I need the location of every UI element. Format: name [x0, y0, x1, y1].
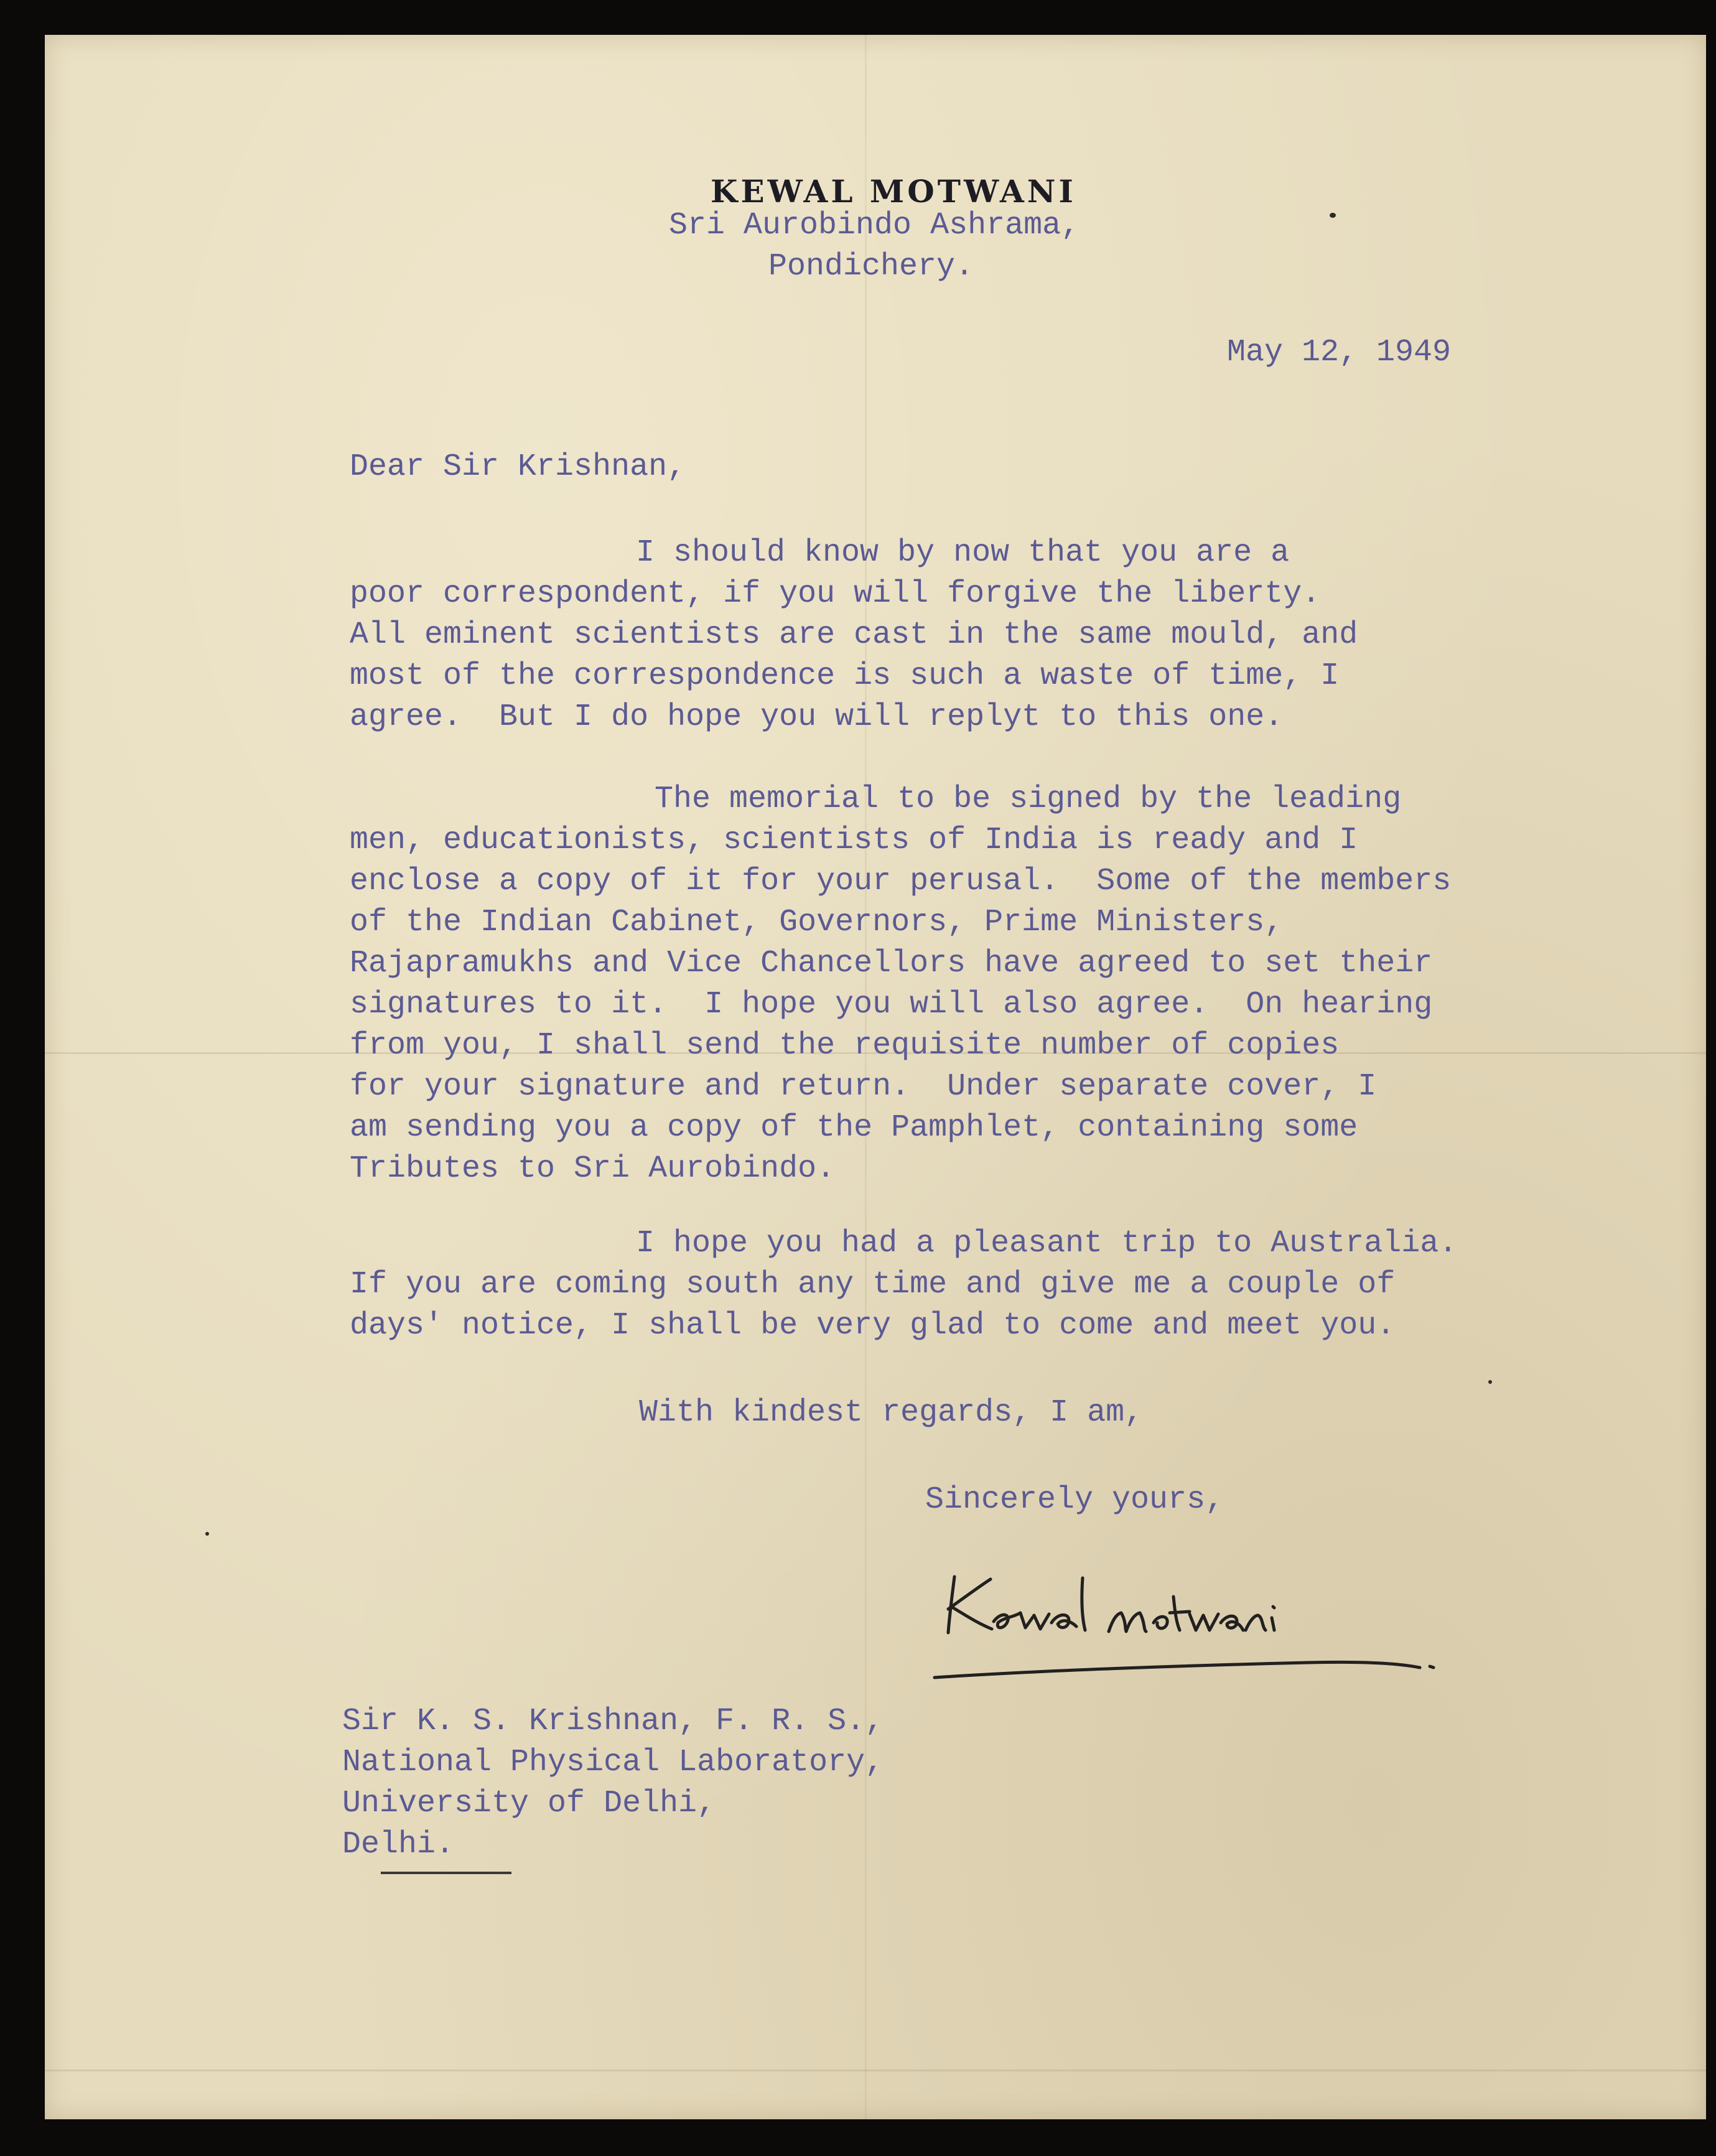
letter-date: May 12, 1949: [1227, 335, 1452, 370]
paragraph-1-line: I should know by now that you are a: [636, 535, 1290, 571]
body-paragraph-3: [350, 1223, 1457, 1346]
closing-line: With kindest regards, I am,: [639, 1395, 1144, 1430]
paragraph-1-line: All eminent scientists are cast in the same mould, and: [350, 617, 1358, 653]
letter-sheet: [45, 35, 1706, 2119]
ink-fleck: [205, 1532, 209, 1536]
recipient-line3: University of Delhi,: [342, 1786, 716, 1821]
ink-fleck: [1330, 213, 1336, 218]
paragraph-2-line: signatures to it. I hope you will also agree. On hearing: [350, 987, 1433, 1022]
recipient-line2: National Physical Laboratory,: [342, 1745, 884, 1780]
paragraph-1-line: most of the correspondence is such a waste of time, I: [350, 658, 1340, 694]
recipient-line1: Sir K. S. Krishnan, F. R. S.,: [342, 1704, 884, 1739]
paragraph-2-line: am sending you a copy of the Pamphlet, containing some: [350, 1110, 1358, 1146]
letterhead-address-line2: Pondichery.: [768, 249, 974, 284]
ink-fleck: [1488, 1380, 1492, 1384]
paragraph-2-line: The memorial to be signed by the leading: [655, 782, 1402, 817]
body-paragraph-2: [350, 779, 1451, 1190]
body-paragraph-1: [350, 533, 1358, 738]
letterhead-name: KEWAL MOTWANI: [711, 173, 1076, 210]
paragraph-3-line: I hope you had a pleasant trip to Australia.: [636, 1226, 1458, 1261]
paragraph-2-line: Rajapramukhs and Vice Chancellors have agreed to set their: [350, 946, 1433, 981]
recipient-line4: Delhi.: [342, 1827, 455, 1862]
paragraph-1-line: poor correspondent, if you will forgive the liberty.: [350, 576, 1321, 612]
letterhead-address-line1: Sri Aurobindo Ashrama,: [669, 208, 1080, 243]
paragraph-1-line: agree. But I do hope you will replyt to this one.: [350, 699, 1284, 735]
paragraph-2-line: enclose a copy of it for your perusal. Some of the members: [350, 864, 1452, 899]
paragraph-2-line: from you, I shall send the requisite number of copies: [350, 1028, 1340, 1063]
paragraph-2-line: for your signature and return. Under separate cover, I: [350, 1069, 1377, 1104]
paragraph-2-line: of the Indian Cabinet, Governors, Prime Ministers,: [350, 905, 1284, 940]
paragraph-2-line: Tributes to Sri Aurobindo.: [350, 1151, 836, 1187]
handwritten-signature: [922, 1553, 1457, 1690]
valediction: Sincerely yours,: [925, 1482, 1224, 1518]
paragraph-3-line: days' notice, I shall be very glad to come and meet you.: [350, 1308, 1396, 1343]
paragraph-3-line: If you are coming south any time and give me a couple of: [350, 1267, 1396, 1302]
recipient-city-underline: [381, 1872, 511, 1874]
paper-fold-bottom: [45, 2070, 1706, 2071]
paragraph-2-line: men, educationists, scientists of India is ready and I: [350, 823, 1358, 858]
salutation: Dear Sir Krishnan,: [350, 449, 686, 485]
